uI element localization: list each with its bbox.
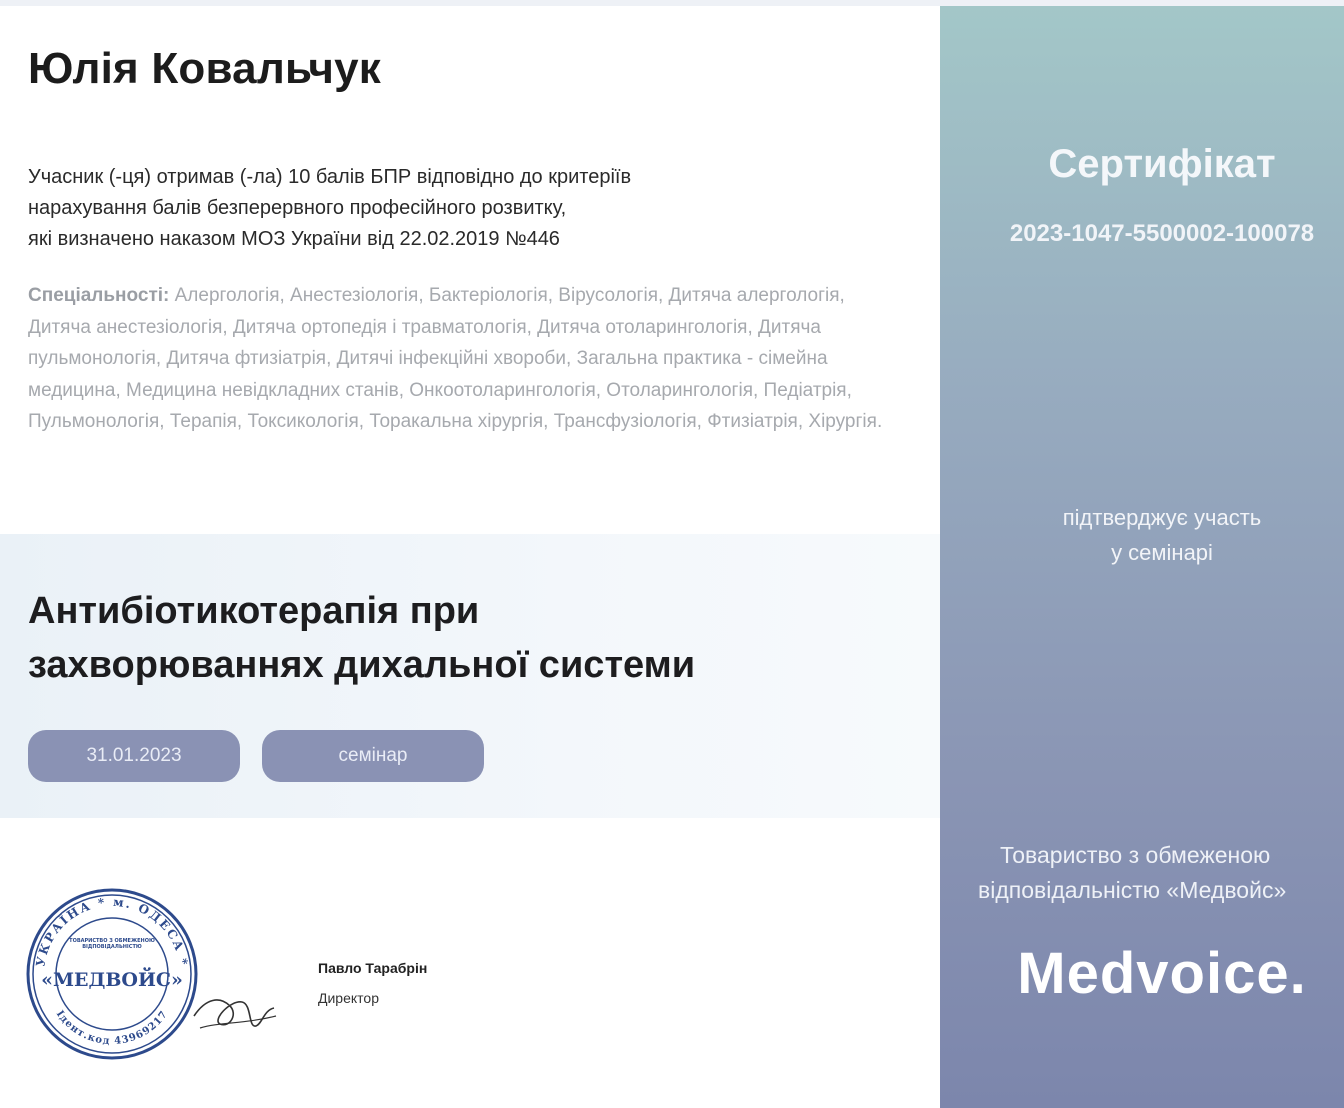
company-stamp — [24, 886, 200, 1062]
recipient-name: Юлія Ковальчук — [28, 44, 381, 93]
seminar-band — [0, 534, 940, 818]
specialties — [28, 280, 908, 438]
stamp-center-text: «МЕДВОЙС» — [41, 969, 183, 991]
signatory-name: Павло Тарабрін — [318, 960, 428, 976]
organization-name-line2: відповідальністю «Медвойс» — [978, 877, 1287, 903]
date-badge: 31.01.2023 — [28, 730, 240, 782]
organization-name-line1: Товариство з обмеженою — [1000, 842, 1271, 868]
signatory-role: Директор — [318, 990, 379, 1006]
signature — [190, 976, 280, 1046]
cpd-statement: Учасник (-ця) отримав (-ла) 10 балів БПР відповідно до критеріїв нарахування балів безперервного професійного розвитку, які визначено наказом МОЗ України від 22.02.2019 №446 — [28, 166, 632, 250]
stamp-code-text: Ідент.код 43969217 — [53, 1008, 171, 1048]
specialties-label: Спеціальності: — [28, 285, 170, 306]
organization-name — [978, 838, 1344, 908]
event-type-badge: семінар — [262, 730, 484, 782]
stamp-outer-text: УКРАЇНА * м. ОДЕСА * — [33, 894, 191, 968]
certificate-right-panel — [940, 6, 1344, 1108]
certificate-number: 2023-1047-5500002-100078 — [1009, 220, 1315, 247]
seminar-title: Антибіотикотерапія при захворюваннях дихальної системи — [28, 590, 696, 686]
certificate-left-panel — [0, 6, 940, 1108]
certificate-title: Сертифікат — [1048, 142, 1276, 186]
participation-confirmation: підтверджує участь у семінарі — [1062, 505, 1262, 565]
specialties-list: Алергологія, Анестезіологія, Бактеріологія, Вірусологія, Дитяча алергологія, Дитяча анестезіологія, Дитяча ортопедія і травматологія, Дитяча отоларингологія, Дитяча пульмонологія, Дитяча фтизіатрія, Дитячі інфекційні хвороби, Загальна практика - сімейна медицина, Медицина невідкладних станів, Онкоотоларингологія, Отоларингологія, Педіатрія, Пульмонологія, Терапія, Токсикологія, Торакальна хірургія, Трансфузіологія, Фтизіатрія, Хірургія. — [28, 285, 883, 432]
medvoice-logo: Medvoice. — [1017, 941, 1307, 1006]
stamp-inner-text: ТОВАРИСТВО З ОБМЕЖЕНОЮ ВІДПОВІДАЛЬНІСТЮ — [69, 938, 155, 950]
